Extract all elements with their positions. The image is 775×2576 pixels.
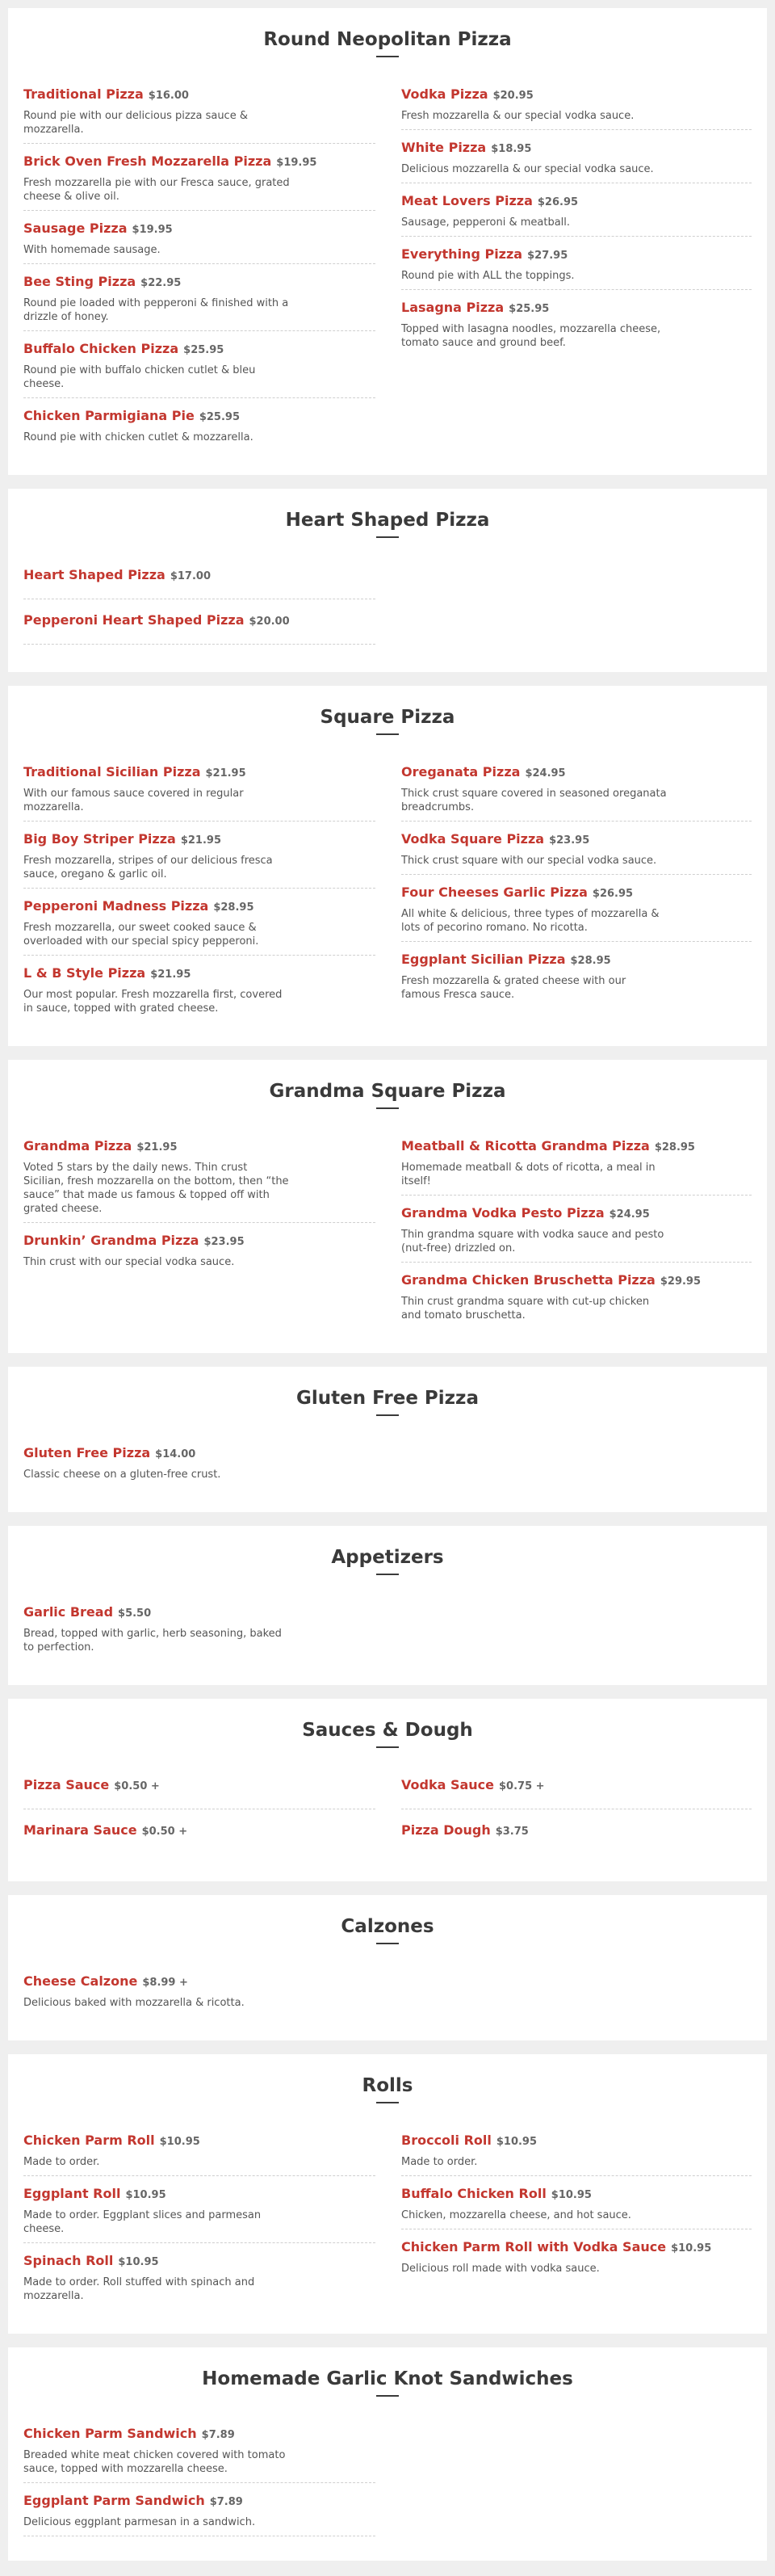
menu-item-header	[401, 2184, 752, 2208]
menu-item-grandma-vodka-pesto-pizza[interactable]	[401, 1204, 752, 1263]
menu-item-description: Delicious eggplant parmesan in a sandwich.	[23, 2516, 256, 2528]
title-underline	[376, 2395, 399, 2397]
menu-item-chicken-parm-sandwich[interactable]	[23, 2424, 375, 2483]
menu-item-price: $3.75	[495, 1826, 529, 1838]
menu-item-pizza-dough[interactable]	[401, 1821, 752, 1854]
menu-item-header	[23, 1972, 375, 1995]
menu-item-description: Fresh mozzarella, our sweet cooked sauce & overloaded with our special spicy pepperoni.	[23, 922, 259, 948]
menu-item-header	[401, 1775, 752, 1799]
menu-item-header	[23, 85, 375, 108]
menu-item-price: $7.89	[209, 2496, 243, 2508]
title-underline	[376, 2102, 399, 2103]
menu-item-name[interactable]: Heart Shaped Pizza	[23, 567, 165, 582]
menu-item-header	[401, 763, 752, 786]
menu-item-name[interactable]: Vodka Pizza	[401, 86, 488, 102]
menu-item-name[interactable]: Gluten Free Pizza	[23, 1445, 151, 1460]
menu-item-name[interactable]: Drunkin’ Grandma Pizza	[23, 1233, 199, 1248]
menu-columns	[23, 2424, 752, 2544]
menu-item-description: Chicken, mozzarella cheese, and hot sauce.	[401, 2209, 631, 2221]
menu-item-cheese-calzone[interactable]	[23, 1972, 375, 2016]
menu-item-oreganata-pizza[interactable]	[401, 763, 752, 822]
menu-item-price: $8.99 +	[142, 1977, 188, 1989]
section-title: Appetizers	[331, 1547, 444, 1568]
menu-item-description: Sausage, pepperoni & meatball.	[401, 216, 571, 229]
menu-item-price: $26.95	[592, 888, 634, 900]
menu-columns	[23, 2131, 752, 2318]
section-title: Homemade Garlic Knot Sandwiches	[202, 2368, 573, 2389]
menu-item-price: $10.95	[125, 2189, 166, 2201]
menu-item-price: $19.95	[276, 157, 317, 169]
menu-item-description: With our famous sauce covered in regular mozzarella.	[23, 788, 244, 813]
section-title: Grandma Square Pizza	[269, 1081, 506, 1102]
menu-item-sausage-pizza[interactable]	[23, 219, 375, 264]
menu-item-description: Homemade meatball & dots of ricotta, a meal in itself!	[401, 1162, 656, 1187]
menu-item-eggplant-parm-sandwich[interactable]	[23, 2491, 375, 2536]
menu-item-description: Round pie loaded with pepperoni & finished with a drizzle of honey.	[23, 297, 289, 323]
menu-item-header	[23, 339, 375, 363]
menu-item-name[interactable]: Pepperoni Madness Pizza	[23, 898, 209, 914]
menu-item-description: Made to order.	[401, 2156, 478, 2168]
menu-item-description: Fresh mozzarella & our special vodka sauce.	[401, 110, 635, 122]
menu-item-brick-oven-fresh-mozzarella-pizza[interactable]	[23, 152, 375, 211]
section-title: Rolls	[362, 2075, 413, 2096]
menu-item-header	[401, 883, 752, 906]
menu-item-name[interactable]: Spinach Roll	[23, 2253, 114, 2268]
menu-item-price: $25.95	[183, 344, 224, 356]
menu-item-description: Made to order. Roll stuffed with spinach and mozzarella.	[23, 2276, 255, 2302]
menu-item-price: $23.95	[203, 1236, 245, 1248]
menu-item-name[interactable]: Chicken Parm Sandwich	[23, 2426, 197, 2441]
menu-item-price: $5.50	[118, 1607, 152, 1620]
menu-item-price: $10.95	[551, 2189, 592, 2201]
menu-columns	[23, 1775, 752, 1865]
menu-item-pizza-sauce[interactable]	[23, 1775, 375, 1809]
menu-section-heart-shaped-pizza	[8, 489, 767, 672]
title-underline	[376, 1107, 399, 1109]
menu-item-name[interactable]: Meat Lovers Pizza	[401, 193, 533, 208]
menu-item-price: $0.50 +	[114, 1780, 160, 1792]
menu-item-eggplant-sicilian-pizza[interactable]	[401, 950, 752, 1008]
menu-item-traditional-sicilian-pizza[interactable]	[23, 763, 375, 822]
menu-item-description: Fresh mozzarella pie with our Fresca sauce, grated cheese & olive oil.	[23, 177, 290, 203]
menu-item-description: Fresh mozzarella, stripes of our delicious fresca sauce, oregano & garlic oil.	[23, 855, 273, 880]
menu-item-name[interactable]: Broccoli Roll	[401, 2133, 492, 2148]
title-underline	[376, 733, 399, 735]
menu-item-header	[401, 950, 752, 973]
menu-item-price: $7.89	[201, 2429, 235, 2441]
menu-item-bee-sting-pizza[interactable]	[23, 272, 375, 331]
menu-item-description: All white & delicious, three types of mozzarella & lots of pecorino romano. No ricotta.	[401, 908, 660, 934]
menu-item-description: Breaded white meat chicken covered with tomato sauce, topped with mozzarella cheese.	[23, 2449, 286, 2475]
menu-item-gluten-free-pizza[interactable]	[23, 1443, 375, 1488]
menu-item-description: Topped with lasagna noodles, mozzarella cheese, tomato sauce and ground beef.	[401, 323, 661, 349]
menu-item-name[interactable]: Vodka Sauce	[401, 1777, 495, 1792]
title-underline	[376, 1414, 399, 1416]
menu-item-header	[23, 2424, 375, 2448]
menu-item-name[interactable]: Marinara Sauce	[23, 1822, 137, 1838]
menu-item-vodka-pizza[interactable]	[401, 85, 752, 130]
menu-item-grandma-pizza[interactable]	[23, 1137, 375, 1223]
menu-item-description: Classic cheese on a gluten-free crust.	[23, 1469, 221, 1481]
menu-item-chicken-parm-roll[interactable]	[23, 2131, 375, 2176]
menu-item-header	[23, 964, 375, 987]
menu-item-description: Thin grandma square with vodka sauce and pesto (nut-free) drizzled on.	[401, 1229, 664, 1254]
menu-item-header	[23, 1603, 375, 1626]
menu-item-price: $28.95	[213, 901, 254, 914]
menu-item-header	[23, 152, 375, 175]
menu-item-price: $21.95	[150, 969, 191, 981]
menu-columns	[23, 565, 752, 656]
menu-item-price: $21.95	[180, 834, 222, 847]
menu-item-price: $22.95	[140, 277, 182, 289]
menu-item-header	[23, 2251, 375, 2275]
menu-item-buffalo-chicken-roll[interactable]	[401, 2184, 752, 2229]
menu-item-name[interactable]: Grandma Pizza	[23, 1138, 132, 1154]
menu-column-right	[401, 2131, 752, 2318]
menu-section-appetizers	[8, 1526, 767, 1685]
menu-item-price: $28.95	[570, 955, 611, 967]
menu-item-description: Delicious roll made with vodka sauce.	[401, 2263, 600, 2275]
menu-item-header	[401, 1821, 752, 1844]
menu-item-price: $0.75 +	[499, 1780, 545, 1792]
menu-item-price: $10.95	[118, 2256, 159, 2268]
menu-item-grandma-chicken-bruschetta-pizza[interactable]	[401, 1271, 752, 1329]
menu-section-homemade-garlic-knot-sandwiches	[8, 2347, 767, 2561]
section-title: Round Neopolitan Pizza	[263, 29, 512, 50]
menu-item-l-b-style-pizza[interactable]	[23, 964, 375, 1022]
menu-item-header	[23, 1137, 375, 1160]
menu-column-left	[23, 2131, 375, 2318]
menu-item-header	[401, 830, 752, 853]
menu-item-header	[23, 1821, 375, 1844]
menu-item-name[interactable]: Chicken Parmigiana Pie	[23, 408, 195, 423]
menu-item-price: $20.00	[249, 616, 290, 628]
menu-item-price: $0.50 +	[141, 1826, 188, 1838]
section-title: Heart Shaped Pizza	[285, 510, 490, 531]
menu-page	[8, 8, 767, 2561]
menu-item-header	[23, 272, 375, 296]
menu-item-lasagna-pizza[interactable]	[401, 298, 752, 356]
menu-item-name[interactable]: Big Boy Striper Pizza	[23, 831, 176, 847]
menu-columns	[23, 1603, 752, 1669]
menu-item-header	[401, 138, 752, 162]
menu-column-left	[23, 2424, 375, 2544]
menu-item-name[interactable]: Garlic Bread	[23, 1604, 114, 1620]
menu-column-right	[401, 1137, 752, 1337]
menu-item-name[interactable]: Oreganata Pizza	[401, 764, 521, 780]
menu-item-name[interactable]: Grandma Vodka Pesto Pizza	[401, 1205, 605, 1221]
menu-column-right	[401, 1972, 752, 2024]
menu-column-right	[401, 1603, 752, 1669]
menu-item-price: $25.95	[509, 303, 550, 315]
menu-item-name[interactable]: Traditional Pizza	[23, 86, 144, 102]
menu-section-round-neopolitan-pizza	[8, 8, 767, 475]
menu-item-broccoli-roll[interactable]	[401, 2131, 752, 2176]
menu-column-right	[401, 1443, 752, 1496]
menu-item-name[interactable]: Grandma Chicken Bruschetta Pizza	[401, 1272, 656, 1288]
menu-item-price: $21.95	[136, 1141, 178, 1154]
menu-section-sauces-dough	[8, 1699, 767, 1881]
menu-section-square-pizza	[8, 686, 767, 1046]
menu-item-pepperoni-madness-pizza[interactable]	[23, 897, 375, 956]
menu-item-header	[401, 2238, 752, 2261]
menu-item-header	[23, 1231, 375, 1254]
menu-item-description: Round pie with buffalo chicken cutlet & bleu cheese.	[23, 364, 256, 390]
menu-item-name[interactable]: Bee Sting Pizza	[23, 274, 136, 289]
menu-item-price: $26.95	[537, 196, 579, 208]
menu-item-four-cheeses-garlic-pizza[interactable]	[401, 883, 752, 942]
menu-item-price: $14.00	[155, 1448, 196, 1460]
menu-item-price: $24.95	[525, 767, 566, 780]
menu-item-price: $21.95	[205, 767, 246, 780]
menu-columns	[23, 1972, 752, 2024]
menu-item-spinach-roll[interactable]	[23, 2251, 375, 2309]
menu-item-name[interactable]: Brick Oven Fresh Mozzarella Pizza	[23, 153, 272, 169]
menu-item-header	[401, 1137, 752, 1160]
menu-item-header	[23, 897, 375, 920]
menu-item-name[interactable]: White Pizza	[401, 140, 487, 155]
menu-item-heart-shaped-pizza[interactable]	[23, 565, 375, 599]
menu-item-name[interactable]: Vodka Square Pizza	[401, 831, 545, 847]
menu-item-eggplant-roll[interactable]	[23, 2184, 375, 2243]
menu-item-header	[401, 1204, 752, 1227]
menu-item-header	[23, 2491, 375, 2515]
menu-item-meatball-ricotta-grandma-pizza[interactable]	[401, 1137, 752, 1196]
menu-column-right	[401, 763, 752, 1030]
menu-item-name[interactable]: Chicken Parm Roll with Vodka Sauce	[401, 2239, 667, 2255]
menu-item-name[interactable]: L & B Style Pizza	[23, 965, 146, 981]
section-title: Gluten Free Pizza	[296, 1388, 479, 1409]
menu-item-name[interactable]: Eggplant Sicilian Pizza	[401, 952, 566, 967]
menu-item-header	[401, 191, 752, 215]
menu-item-price: $29.95	[660, 1275, 702, 1288]
menu-item-white-pizza[interactable]	[401, 138, 752, 183]
menu-item-description: Delicious baked with mozzarella & ricotta.	[23, 1997, 245, 2009]
menu-item-marinara-sauce[interactable]	[23, 1821, 375, 1854]
menu-column-right	[401, 565, 752, 656]
menu-item-name[interactable]: Lasagna Pizza	[401, 300, 505, 315]
menu-item-header	[401, 245, 752, 268]
menu-section-grandma-square-pizza	[8, 1060, 767, 1353]
menu-item-header	[23, 1443, 375, 1467]
menu-item-description: Voted 5 stars by the daily news. Thin crust Sicilian, fresh mozzarella on the bottom, then “the sauce” that made us famous & topped off with grated cheese.	[23, 1162, 289, 1215]
menu-item-price: $24.95	[609, 1208, 650, 1221]
menu-item-meat-lovers-pizza[interactable]	[401, 191, 752, 237]
menu-item-name[interactable]: Traditional Sicilian Pizza	[23, 764, 201, 780]
menu-columns	[23, 1137, 752, 1337]
menu-item-price: $23.95	[549, 834, 590, 847]
menu-item-header	[23, 2184, 375, 2208]
menu-item-header	[401, 85, 752, 108]
menu-item-big-boy-striper-pizza[interactable]	[23, 830, 375, 889]
menu-item-header	[23, 2131, 375, 2154]
menu-item-name[interactable]: Eggplant Roll	[23, 2186, 121, 2201]
menu-item-price: $28.95	[654, 1141, 695, 1154]
menu-item-chicken-parm-roll-with-vodka-sauce[interactable]	[401, 2238, 752, 2282]
menu-item-name[interactable]: Pizza Sauce	[23, 1777, 110, 1792]
menu-item-description: Made to order.	[23, 2156, 100, 2168]
menu-item-description: Bread, topped with garlic, herb seasoning, baked to perfection.	[23, 1628, 282, 1654]
menu-columns	[23, 85, 752, 459]
menu-item-description: Thick crust square with our special vodka sauce.	[401, 855, 657, 867]
menu-column-left	[23, 1972, 375, 2024]
menu-item-description: Round pie with ALL the toppings.	[401, 270, 575, 282]
menu-column-left	[23, 763, 375, 1030]
menu-item-vodka-sauce[interactable]	[401, 1775, 752, 1809]
menu-columns	[23, 1443, 752, 1496]
menu-item-pepperoni-heart-shaped-pizza[interactable]	[23, 611, 375, 645]
menu-section-rolls	[8, 2054, 767, 2334]
menu-item-description: Thick crust square covered in seasoned oreganata breadcrumbs.	[401, 788, 667, 813]
menu-item-header	[401, 1271, 752, 1294]
menu-item-buffalo-chicken-pizza[interactable]	[23, 339, 375, 398]
menu-column-left	[23, 565, 375, 656]
menu-item-price: $10.95	[496, 2136, 538, 2148]
menu-item-traditional-pizza[interactable]	[23, 85, 375, 144]
menu-column-left	[23, 1603, 375, 1669]
menu-item-description: Delicious mozzarella & our special vodka sauce.	[401, 163, 654, 175]
menu-item-chicken-parmigiana-pie[interactable]	[23, 406, 375, 451]
menu-item-name[interactable]: Pizza Dough	[401, 1822, 491, 1838]
menu-column-right	[401, 1775, 752, 1865]
menu-item-header	[23, 1775, 375, 1799]
menu-columns	[23, 763, 752, 1030]
menu-column-left	[23, 1443, 375, 1496]
menu-item-name[interactable]: Eggplant Parm Sandwich	[23, 2493, 205, 2508]
menu-item-name[interactable]: Meatball & Ricotta Grandma Pizza	[401, 1138, 650, 1154]
menu-item-header	[23, 406, 375, 430]
menu-item-price: $10.95	[671, 2242, 712, 2255]
menu-section-calzones	[8, 1895, 767, 2040]
menu-item-name[interactable]: Pepperoni Heart Shaped Pizza	[23, 612, 245, 628]
menu-item-header	[23, 763, 375, 786]
menu-item-drunkin-grandma-pizza[interactable]	[23, 1231, 375, 1275]
menu-item-description: Round pie with chicken cutlet & mozzarella.	[23, 431, 253, 443]
menu-item-header	[401, 298, 752, 321]
title-underline	[376, 1943, 399, 1944]
title-underline	[376, 536, 399, 538]
menu-item-price: $25.95	[199, 411, 240, 423]
section-title: Sauces & Dough	[302, 1720, 473, 1741]
menu-item-name[interactable]: Four Cheeses Garlic Pizza	[401, 885, 588, 900]
section-title: Calzones	[341, 1916, 434, 1937]
menu-item-price: $27.95	[527, 250, 568, 262]
menu-item-description: Thin crust with our special vodka sauce.	[23, 1256, 235, 1268]
menu-item-description: Fresh mozzarella & grated cheese with our famous Fresca sauce.	[401, 975, 626, 1001]
menu-item-price: $10.95	[159, 2136, 200, 2148]
title-underline	[376, 56, 399, 57]
menu-item-name[interactable]: Buffalo Chicken Pizza	[23, 341, 179, 356]
menu-item-header	[23, 611, 375, 634]
menu-column-left	[23, 1137, 375, 1337]
menu-item-price: $19.95	[132, 224, 173, 236]
menu-column-left	[23, 1775, 375, 1865]
menu-item-description: Made to order. Eggplant slices and parmesan cheese.	[23, 2209, 262, 2235]
menu-section-gluten-free-pizza	[8, 1367, 767, 1512]
menu-item-header	[23, 219, 375, 242]
menu-item-description: Thin crust grandma square with cut-up chicken and tomato bruschetta.	[401, 1296, 650, 1322]
menu-column-right	[401, 2424, 752, 2544]
menu-item-description: Our most popular. Fresh mozzarella first, covered in sauce, topped with grated cheese.	[23, 989, 283, 1015]
title-underline	[376, 1746, 399, 1748]
menu-item-price: $17.00	[170, 570, 211, 582]
menu-item-name[interactable]: Sausage Pizza	[23, 221, 128, 236]
title-underline	[376, 1574, 399, 1575]
section-title: Square Pizza	[320, 707, 455, 728]
menu-item-price: $16.00	[148, 90, 189, 102]
menu-item-header	[23, 830, 375, 853]
menu-item-price: $20.95	[492, 90, 534, 102]
menu-item-name[interactable]: Everything Pizza	[401, 246, 523, 262]
menu-column-left	[23, 85, 375, 459]
menu-item-name[interactable]: Cheese Calzone	[23, 1973, 138, 1989]
menu-item-name[interactable]: Buffalo Chicken Roll	[401, 2186, 547, 2201]
menu-item-price: $18.95	[491, 143, 532, 155]
menu-item-name[interactable]: Chicken Parm Roll	[23, 2133, 155, 2148]
menu-item-description: With homemade sausage.	[23, 244, 161, 256]
menu-item-header	[401, 2131, 752, 2154]
menu-item-vodka-square-pizza[interactable]	[401, 830, 752, 875]
menu-item-garlic-bread[interactable]	[23, 1603, 375, 1661]
menu-item-header	[23, 565, 375, 589]
menu-item-everything-pizza[interactable]	[401, 245, 752, 290]
menu-item-description: Round pie with our delicious pizza sauce & mozzarella.	[23, 110, 248, 136]
menu-column-right	[401, 85, 752, 459]
